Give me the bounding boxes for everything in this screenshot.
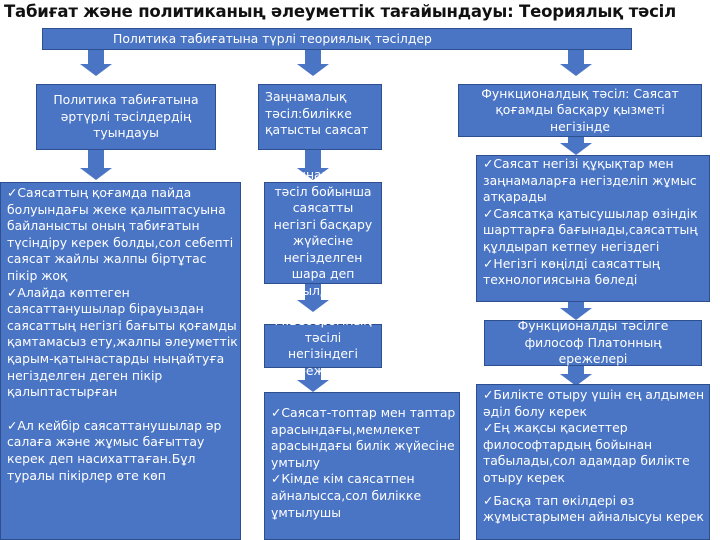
col2-mid-box (264, 167, 382, 298)
check-icon: ✓ (483, 205, 494, 221)
arrow-icon (80, 150, 112, 180)
top-box-label: Политика табиғатына түрлі теориялық тәсілдер (113, 30, 432, 46)
list-item (483, 206, 707, 256)
arrow-icon (560, 366, 592, 386)
col2-item2: Кімде кім саясатпен айналысса,сол билікке ұмтылушы (271, 471, 422, 520)
list-item (7, 185, 239, 285)
check-icon: ✓ (483, 156, 494, 171)
col3-item3: Негізгі көңілді саясаттың технологиясына бөледі (483, 255, 660, 288)
check-icon: ✓ (483, 387, 494, 402)
col3-head-box (458, 84, 702, 137)
col2-weber-box (264, 313, 382, 378)
list-item (483, 387, 707, 420)
col1-item1: Саясаттың қоғамда пайда болуындағы жеке қалыптасуына байланысты оның табиғатын түсіндіру керек болды,сол себепті саясат жайлы жалпы біртұтас пікір жоқ (7, 185, 234, 283)
col3-plato-box (484, 320, 702, 366)
col3-body-box (476, 384, 710, 540)
list-item (271, 405, 457, 471)
list-item (483, 256, 707, 289)
col1-head-box (36, 84, 216, 150)
check-icon: ✓ (271, 405, 282, 420)
arrow-icon (560, 50, 592, 76)
check-icon: ✓ (7, 417, 18, 433)
col3-item6: Басқа тап өкілдері өз жұмыстарымен айналысуы керек (483, 492, 704, 525)
list-item (7, 285, 239, 401)
col1-text (7, 185, 239, 484)
col3-item2: Саясатқа қатысушылар өзіндік шарттарға бағынады,саясаттың құлдырап кетпеу негіздегі (483, 205, 698, 254)
arrow-icon (560, 137, 592, 155)
col3-body-text (483, 387, 707, 526)
check-icon: ✓ (7, 185, 18, 200)
list-item (483, 493, 707, 526)
page-title: Табиғат және политиканың әлеуметтік тағайындауы: Теориялық тәсіл (4, 2, 676, 21)
col3-plato: Функционалды тәсілге философ Платонның ережелері (517, 318, 669, 367)
col1-head: Политика табиғатына әртүрлі тәсілдердің туындауы (53, 92, 199, 141)
col2-head-box (258, 84, 382, 150)
col3-top-box (476, 155, 710, 302)
list-item (271, 471, 457, 521)
check-icon: ✓ (7, 284, 18, 300)
col3-item4: Билікте отыру үшін ең алдымен әділ болу керек (483, 387, 705, 419)
col1-item2: Алайда көптеген саясаттанушылар бірауыздан саясаттың негізгі бағыты қоғамды қамтамасыз ету,жалпы әлеуметтік қарым-қатынастарды ныңайтуға негізделген деген пікір қалыптастырған (7, 284, 238, 400)
list-item (7, 418, 239, 484)
arrow-icon (297, 50, 329, 76)
list-item (483, 420, 707, 486)
col2-body-box (264, 392, 460, 540)
col2-item1: Саясат-топтар мен таптар арасындағы,мемлекет арасындағы билік жүйесіне умтылу (271, 405, 456, 470)
col3-item5: Ең жақсы қасиеттер философтардың бойынан табылады,сол адамдар билікте отыру керек (483, 420, 690, 485)
arrow-icon (80, 50, 112, 76)
check-icon: ✓ (483, 255, 494, 271)
col3-head: Функционалдық тәсіл: Саясат қоғамды басқару қызметі негізінде (481, 85, 679, 134)
check-icon: ✓ (483, 492, 494, 508)
col1-item3: Ал кейбір саясаттанушылар әр салаға және жұмыс бағыттау керек деп насихаттаған.Бұл туралы пікірлер өте көп (7, 417, 222, 483)
check-icon: ✓ (483, 420, 494, 436)
list-item (483, 156, 707, 206)
col2-text (271, 405, 457, 521)
col2-head: Заңнамалық тәсіл:билікке қатысты саясат (265, 89, 369, 137)
col1-body-box (0, 182, 241, 540)
col3-item1: Саясат негізі құқықтар мен заңнамаларға негізделіп жұмыс атқарады (483, 156, 697, 205)
col3-top-text (483, 156, 707, 289)
col2-mid: Заңнамалық тәсіл бойынша саясатты негізгі басқару жүйесіне негізделген шара деп қабылдайды. (273, 167, 373, 298)
col2-weber: М.Веберомның тәсілі негізіндегі ережелер (274, 313, 372, 378)
check-icon: ✓ (271, 471, 282, 487)
